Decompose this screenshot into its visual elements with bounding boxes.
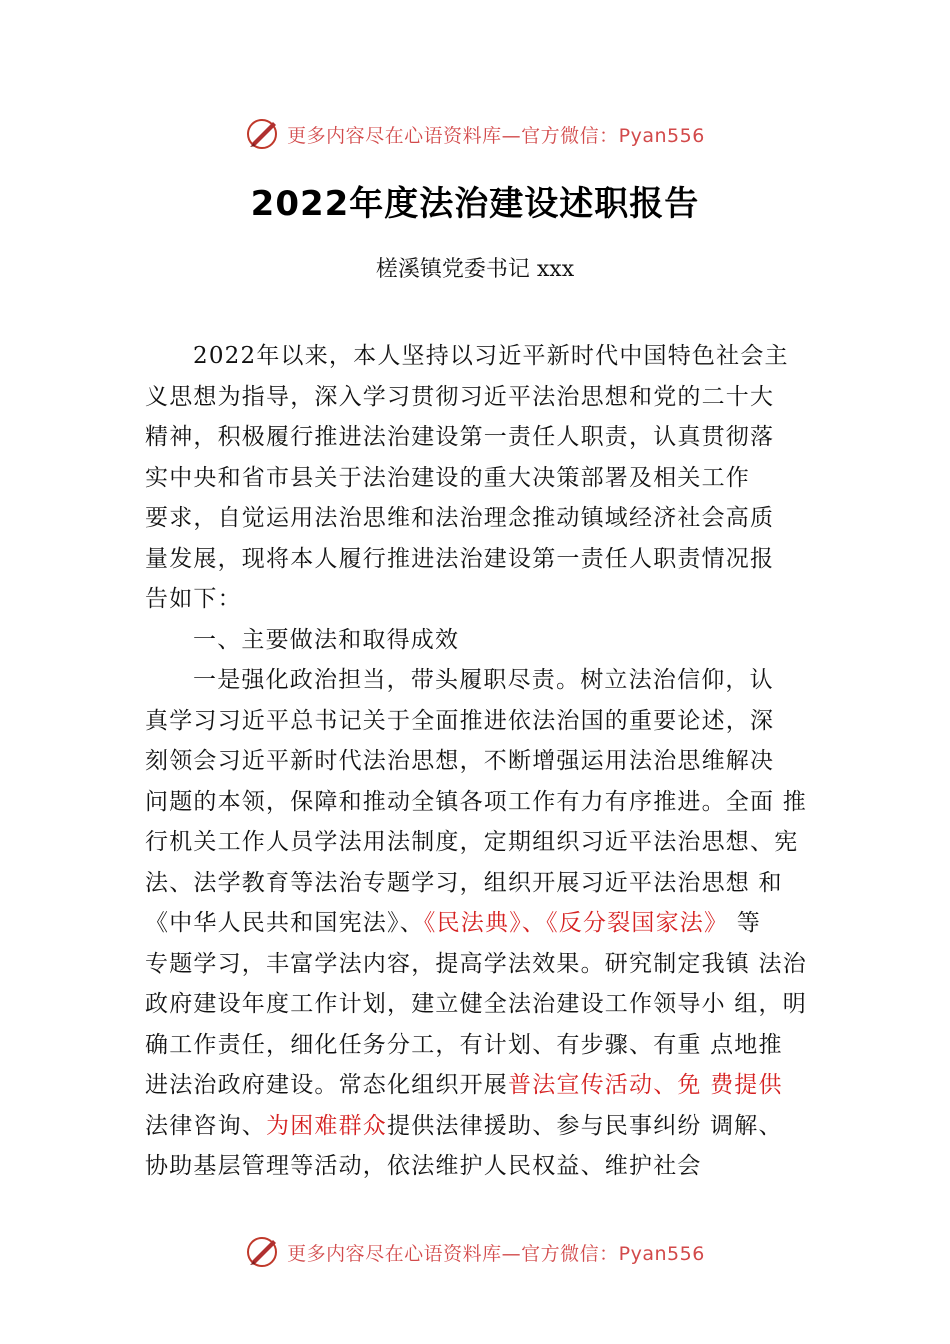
text-line: 确工作责任，细化任务分工，有计划、有步骤、有重 点地推 bbox=[145, 1031, 783, 1058]
text-line: 真学习习近平总书记关于全面推进依法治国的重要论述，深 bbox=[145, 707, 775, 734]
text-span: 法律咨询、 bbox=[145, 1112, 266, 1139]
text-line: 刻领会习近平新时代法治思想，不断增强运用法治思维解决 bbox=[145, 748, 775, 774]
text-line: 政府建设年度工作计划，建立健全法治建设工作领导小 组，明 bbox=[145, 991, 807, 1017]
text-span: 提供法律援助、参与民事纠纷 调解、 bbox=[387, 1112, 783, 1139]
watermark-text: 更多内容尽在心语资料库—官方微信：Pyan556 bbox=[287, 1242, 705, 1265]
pen-logo-icon bbox=[245, 116, 281, 152]
watermark-banner-bottom bbox=[0, 1232, 950, 1272]
text-line: 要求，自觉运用法治思维和法治理念推动镇域经济社会高质 bbox=[145, 505, 775, 531]
text-line: 义思想为指导，深入学习贯彻习近平法治思想和党的二十大 bbox=[145, 383, 775, 410]
highlighted-text: 为困难群众 bbox=[266, 1112, 387, 1139]
highlighted-text: 普法宣传活动、免 费提供 bbox=[508, 1072, 783, 1098]
text-line bbox=[145, 903, 835, 944]
text-line: 量发展，现将本人履行推进法治建设第一责任人职责情况报 bbox=[145, 545, 775, 572]
watermark-text: 更多内容尽在心语资料库—官方微信：Pyan556 bbox=[287, 124, 705, 147]
text-line: 一是强化政治担当，带头履职尽责。树立法治信仰，认 bbox=[193, 667, 774, 693]
text-span: 等 bbox=[728, 910, 761, 936]
document-title: 2022年度法治建设述职报告 bbox=[250, 184, 700, 224]
text-line: 精神，积极履行推进法治建设第一责任人职责，认真贯彻落 bbox=[145, 424, 775, 450]
document-body bbox=[145, 336, 835, 1187]
text-line: 行机关工作人员学法用法制度，定期组织习近平法治思想、宪 bbox=[145, 829, 799, 855]
watermark-banner-top bbox=[0, 114, 950, 154]
document-author: 槎溪镇党委书记 xxx bbox=[375, 257, 575, 282]
text-line: 告如下： bbox=[145, 586, 242, 612]
text-line: 2022年以来，本人坚持以习近平新时代中国特色社会主 bbox=[193, 343, 789, 369]
text-span: 进法治政府建设。常态化组织开展 bbox=[145, 1072, 508, 1098]
text-line bbox=[145, 1106, 835, 1147]
text-line: 法、法学教育等法治专题学习，组织开展习近平法治思想 和 bbox=[145, 869, 783, 896]
text-span: 《中华人民共和国宪法》、 bbox=[145, 910, 424, 936]
highlighted-text: 《民法典》、《反分裂国家法》 bbox=[423, 910, 729, 936]
text-line: 问题的本领，保障和推动全镇各项工作有力有序推进。全面 推 bbox=[145, 788, 807, 815]
text-line: 协助基层管理等活动，依法维护人民权益、维护社会 bbox=[145, 1153, 702, 1179]
pen-logo-icon bbox=[245, 1234, 281, 1270]
text-line bbox=[145, 1065, 835, 1106]
text-line: 实中央和省市县关于法治建设的重大决策部署及相关工作 bbox=[145, 464, 750, 491]
section-heading: 一、主要做法和取得成效 bbox=[193, 626, 460, 653]
text-line: 专题学习，丰富学法内容，提高学法效果。研究制定我镇 法治 bbox=[145, 950, 807, 977]
